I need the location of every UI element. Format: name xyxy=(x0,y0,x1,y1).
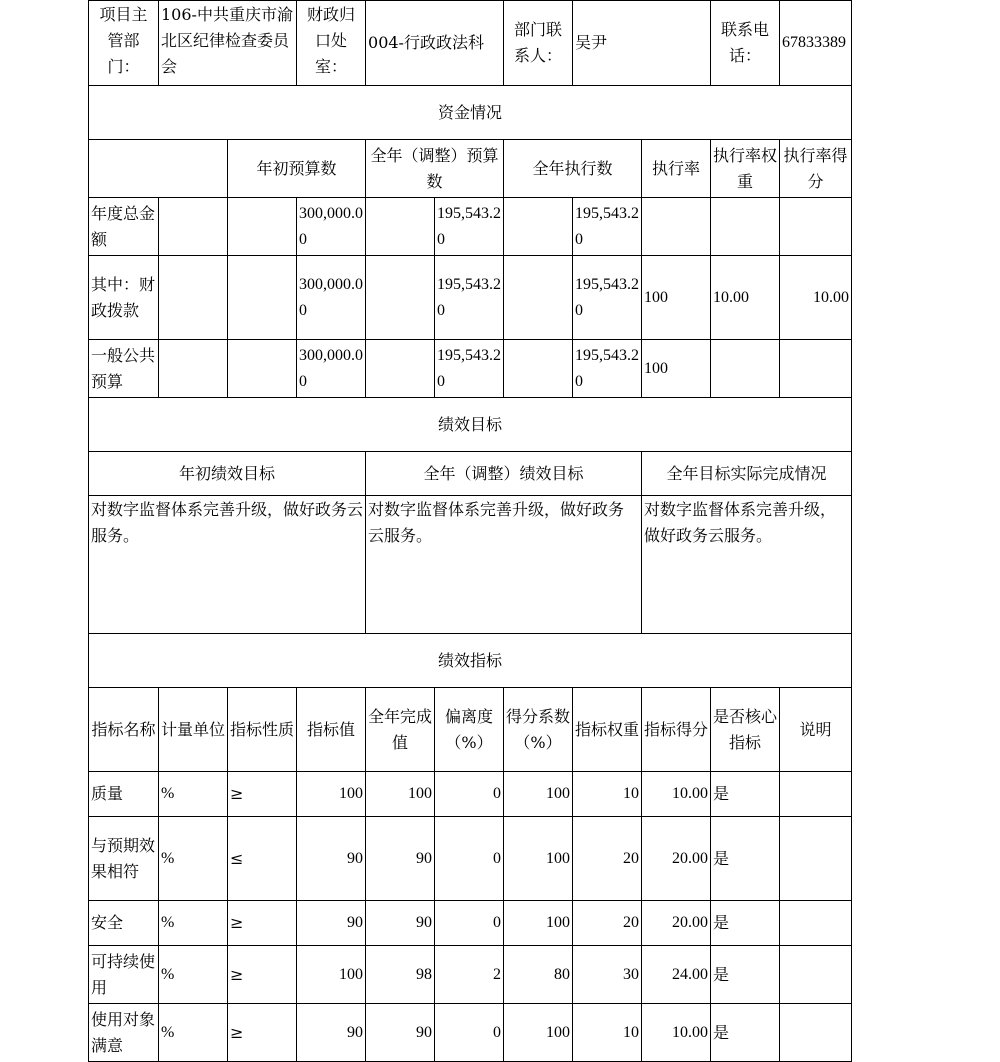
funds-header-executed: 全年执行数 xyxy=(504,140,642,198)
funds-row-rate: 100 xyxy=(642,256,711,340)
goals-text-actual: 对数字监督体系完善升级，做好政务云服务。 xyxy=(642,496,852,634)
goals-text-adjusted: 对数字监督体系完善升级，做好政务云服务。 xyxy=(366,496,642,634)
ind-header-core: 是否核心指标 xyxy=(711,688,780,772)
ind-core: 是 xyxy=(711,772,780,817)
office-value: 004-行政政法科 xyxy=(366,1,504,86)
ind-unit: % xyxy=(159,1004,228,1062)
ind-note xyxy=(780,817,852,901)
ind-score: 10.00 xyxy=(642,1004,711,1062)
ind-actual: 90 xyxy=(366,901,435,946)
funds-header-rate: 执行率 xyxy=(642,140,711,198)
funds-row-rate xyxy=(642,198,711,256)
ind-actual: 98 xyxy=(366,946,435,1004)
funds-row-score xyxy=(780,198,852,256)
dept-value: 106-中共重庆市渝北区纪律检查委员会 xyxy=(159,1,297,86)
ind-unit: % xyxy=(159,817,228,901)
ind-coef: 100 xyxy=(504,1004,573,1062)
indicator-row xyxy=(89,901,852,946)
ind-weight: 10 xyxy=(573,772,642,817)
ind-header-coef: 得分系数（%） xyxy=(504,688,573,772)
ind-coef: 100 xyxy=(504,901,573,946)
funds-row-adjusted: 195,543.20 xyxy=(435,256,504,340)
indicator-row xyxy=(89,946,852,1004)
ind-target: 90 xyxy=(297,1004,366,1062)
ind-actual: 90 xyxy=(366,1004,435,1062)
funds-header-budget: 年初预算数 xyxy=(228,140,366,198)
funds-row-weight xyxy=(711,198,780,256)
funds-row-executed: 195,543.20 xyxy=(573,340,642,398)
indicator-row xyxy=(89,817,852,901)
ind-weight: 10 xyxy=(573,1004,642,1062)
funds-row-adjusted: 195,543.20 xyxy=(435,340,504,398)
ind-deviation: 0 xyxy=(435,817,504,901)
ind-nature: ≥ xyxy=(228,772,297,817)
ind-core: 是 xyxy=(711,946,780,1004)
ind-note xyxy=(780,901,852,946)
ind-score: 24.00 xyxy=(642,946,711,1004)
ind-actual: 100 xyxy=(366,772,435,817)
contact-label: 部门联系人： xyxy=(504,1,573,86)
ind-deviation: 0 xyxy=(435,901,504,946)
dept-label: 项目主管部门： xyxy=(89,1,159,86)
funds-row-rate: 100 xyxy=(642,340,711,398)
goals-header-adjusted: 全年（调整）绩效目标 xyxy=(366,452,642,496)
ind-name: 质量 xyxy=(89,772,159,817)
ind-actual: 90 xyxy=(366,817,435,901)
ind-score: 10.00 xyxy=(642,772,711,817)
ind-weight: 20 xyxy=(573,901,642,946)
header-row xyxy=(89,1,852,86)
funds-row xyxy=(89,340,852,398)
ind-header-deviation: 偏离度（%） xyxy=(435,688,504,772)
goals-text-row xyxy=(89,496,852,634)
funds-header-row xyxy=(89,140,852,198)
ind-nature: ≥ xyxy=(228,946,297,1004)
funds-row-score xyxy=(780,340,852,398)
indicator-row xyxy=(89,772,852,817)
indicators-section-title: 绩效指标 xyxy=(89,634,852,688)
goals-header-initial: 年初绩效目标 xyxy=(89,452,366,496)
ind-unit: % xyxy=(159,946,228,1004)
ind-weight: 30 xyxy=(573,946,642,1004)
funds-row-adjusted: 195,543.20 xyxy=(435,198,504,256)
ind-coef: 100 xyxy=(504,817,573,901)
funds-row-budget: 300,000.00 xyxy=(297,256,366,340)
funds-row-weight xyxy=(711,340,780,398)
ind-deviation: 0 xyxy=(435,772,504,817)
funds-header-weight: 执行率权重 xyxy=(711,140,780,198)
ind-note xyxy=(780,946,852,1004)
ind-target: 90 xyxy=(297,817,366,901)
funds-row-executed: 195,543.20 xyxy=(573,198,642,256)
goals-section-title: 绩效目标 xyxy=(89,398,852,452)
ind-deviation: 0 xyxy=(435,1004,504,1062)
funds-row xyxy=(89,198,852,256)
indicators-header-row xyxy=(89,688,852,772)
ind-target: 90 xyxy=(297,901,366,946)
ind-nature: ≥ xyxy=(228,901,297,946)
ind-nature: ≥ xyxy=(228,1004,297,1062)
ind-score: 20.00 xyxy=(642,817,711,901)
ind-core: 是 xyxy=(711,1004,780,1062)
goals-text-initial: 对数字监督体系完善升级，做好政务云服务。 xyxy=(89,496,366,634)
funds-section-title: 资金情况 xyxy=(89,86,852,140)
funds-row-weight: 10.00 xyxy=(711,256,780,340)
ind-core: 是 xyxy=(711,901,780,946)
funds-row-budget: 300,000.00 xyxy=(297,340,366,398)
contact-value: 吴尹 xyxy=(573,1,711,86)
funds-row-score: 10.00 xyxy=(780,256,852,340)
ind-score: 20.00 xyxy=(642,901,711,946)
ind-name: 可持续使用 xyxy=(89,946,159,1004)
ind-name: 使用对象满意 xyxy=(89,1004,159,1062)
funds-row-name: 一般公共预算 xyxy=(89,340,159,398)
funds-row-name: 年度总金额 xyxy=(89,198,159,256)
ind-header-nature: 指标性质 xyxy=(228,688,297,772)
goals-header-actual: 全年目标实际完成情况 xyxy=(642,452,852,496)
ind-header-target: 指标值 xyxy=(297,688,366,772)
ind-unit: % xyxy=(159,772,228,817)
ind-header-weight: 指标权重 xyxy=(573,688,642,772)
ind-name: 安全 xyxy=(89,901,159,946)
ind-name: 与预期效果相符 xyxy=(89,817,159,901)
phone-label: 联系电话： xyxy=(711,1,780,86)
funds-row-executed: 195,543.20 xyxy=(573,256,642,340)
funds-header-adjusted: 全年（调整）预算数 xyxy=(366,140,504,198)
performance-table xyxy=(88,0,852,1062)
funds-row-budget: 300,000.00 xyxy=(297,198,366,256)
funds-header-blank xyxy=(89,140,228,198)
ind-core: 是 xyxy=(711,817,780,901)
ind-header-name: 指标名称 xyxy=(89,688,159,772)
ind-target: 100 xyxy=(297,772,366,817)
office-label: 财政归口处室： xyxy=(297,1,366,86)
ind-target: 100 xyxy=(297,946,366,1004)
ind-header-score: 指标得分 xyxy=(642,688,711,772)
ind-header-actual: 全年完成值 xyxy=(366,688,435,772)
goals-header-row xyxy=(89,452,852,496)
ind-weight: 20 xyxy=(573,817,642,901)
ind-unit: % xyxy=(159,901,228,946)
ind-coef: 80 xyxy=(504,946,573,1004)
ind-note xyxy=(780,772,852,817)
funds-row-name: 其中：财政拨款 xyxy=(89,256,159,340)
funds-row xyxy=(89,256,852,340)
funds-header-score: 执行率得分 xyxy=(780,140,852,198)
ind-nature: ≤ xyxy=(228,817,297,901)
ind-coef: 100 xyxy=(504,772,573,817)
indicator-row xyxy=(89,1004,852,1062)
ind-deviation: 2 xyxy=(435,946,504,1004)
ind-note xyxy=(780,1004,852,1062)
phone-value: 67833389 xyxy=(780,1,852,86)
ind-header-unit: 计量单位 xyxy=(159,688,228,772)
ind-header-note: 说明 xyxy=(780,688,852,772)
